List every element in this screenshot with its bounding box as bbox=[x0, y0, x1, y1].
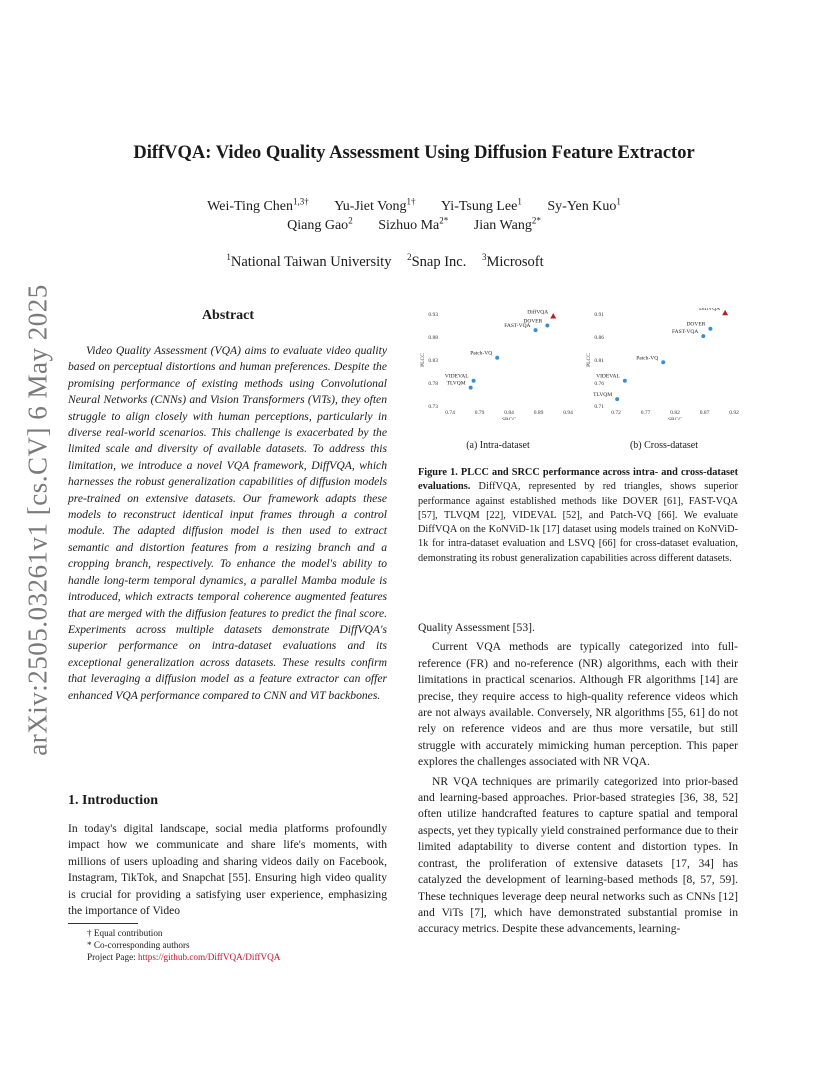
affiliation-3: $^3$Microsoft bbox=[481, 252, 544, 270]
author-5: Qiang Gao$^2$ bbox=[287, 215, 353, 233]
abstract-heading: Abstract bbox=[201, 308, 255, 323]
right-column-text bbox=[418, 620, 738, 938]
x-tick-label: 0.74 bbox=[445, 410, 455, 416]
figure-label-intra: (a) Intra-dataset bbox=[466, 440, 530, 451]
point-label: FAST-VQA bbox=[672, 329, 699, 336]
y-axis-label: PLCC bbox=[586, 353, 592, 367]
y-tick-label: 0.83 bbox=[428, 358, 438, 364]
project-page-link[interactable]: https://github.com/DiffVQA/DiffVQA bbox=[138, 952, 281, 963]
x-axis-label: SRCC bbox=[667, 417, 683, 420]
point-label: DiffVQA bbox=[699, 308, 721, 313]
paragraph-continuation: Quality Assessment [53]. bbox=[418, 621, 535, 634]
author-6: Sizhuo $Ma^{2*}$ bbox=[378, 215, 449, 233]
point-label: Patch-VQ bbox=[470, 350, 493, 357]
x-tick-label: 0.94 bbox=[563, 410, 573, 416]
y-tick-label: 0.93 bbox=[428, 312, 438, 318]
paper-title: DiffVQA: Video Quality Assessment Using Diffusion Feature Extractor bbox=[133, 143, 695, 163]
y-tick-label: 0.86 bbox=[594, 335, 604, 341]
author-7: Jian Wang$^{2*}$ bbox=[473, 215, 541, 233]
point-diffvqa bbox=[722, 310, 728, 315]
y-tick-label: 0.71 bbox=[594, 404, 604, 410]
point-label: VIDEVAL bbox=[444, 373, 469, 380]
point-diffvqa bbox=[550, 313, 556, 318]
authors-line-1 bbox=[0, 196, 828, 215]
x-tick-label: 0.79 bbox=[474, 410, 485, 416]
point-label: DOVER bbox=[686, 321, 706, 328]
figure-intra-dataset bbox=[418, 308, 578, 432]
authors-line-2 bbox=[0, 215, 828, 234]
footnote-divider bbox=[68, 923, 138, 924]
arxiv-identifier: arXiv:2505.03261v1 [cs.CV] 6 May 2025 bbox=[22, 284, 53, 756]
y-axis-label: PLCC bbox=[420, 353, 426, 367]
affiliation-1: $^1$National Taiwan University bbox=[226, 252, 392, 270]
x-tick-label: 0.92 bbox=[729, 410, 739, 416]
point-dover bbox=[708, 327, 712, 331]
intra-dataset-scatter-plot bbox=[418, 308, 578, 420]
point-patch-vq bbox=[495, 356, 499, 360]
footnote-project-page bbox=[87, 951, 280, 963]
point-label: TLVQM bbox=[446, 380, 466, 387]
point-label: DiffVQA bbox=[527, 309, 549, 316]
y-tick-label: 0.91 bbox=[594, 312, 604, 318]
footnote-corresponding: * Co-corresponding authors bbox=[87, 940, 190, 951]
paragraph-vqa-methods: Current VQA methods are typically categorized into full-reference (FR) and no-reference (NR) algorithms, each with their limitations in practical scenarios. Although FR algorithms [14] are precise, they require access to high-quality reference videos which are not always available. Conversely, NR algorithms [55, 61] do not rely on reference videos and are thus more versatile, but still struggle with accurately mimicking human perception. This paper explores the challenges associated with NR VQA. bbox=[418, 640, 738, 769]
point-videval bbox=[472, 379, 476, 383]
point-fast-vqa bbox=[534, 328, 538, 332]
x-tick-label: 0.82 bbox=[670, 410, 680, 416]
point-tlvqm bbox=[469, 386, 473, 390]
point-label: FAST-VQA bbox=[504, 323, 531, 330]
point-patch-vq bbox=[661, 360, 665, 364]
x-axis-label: SRCC bbox=[501, 417, 517, 420]
point-label: Patch-VQ bbox=[636, 355, 659, 362]
point-label: VIDEVAL bbox=[596, 373, 620, 380]
author-2: Yu-Jiet Vong$^{1\dagger}$ bbox=[334, 196, 416, 214]
y-tick-label: 0.76 bbox=[594, 381, 604, 387]
introduction-paragraph: In today's digital landscape, social media platforms profoundly impact how we communicate and share life's moments, with millions of users uploading and sharing videos daily on Facebook, Instagram, TikTok, and Snapchat [55]. Ensuring high video quality is crucial for providing a satisfying user experience, emphasizing the importance of Video bbox=[68, 822, 387, 918]
figure-caption bbox=[418, 466, 738, 566]
footnotes bbox=[87, 927, 280, 964]
y-tick-label: 0.81 bbox=[594, 358, 604, 364]
point-fast-vqa bbox=[701, 334, 705, 338]
cross-dataset-scatter-plot bbox=[584, 308, 744, 420]
abstract-body: Video Quality Assessment (VQA) aims to evaluate video quality based on perceptual distortions and human preferences. Despite the promising performance of existing methods using Convolutional Neural Networks (CNNs) and Vision Transformers (ViTs), they often struggle to align closely with human perceptions, particularly in diverse real-world scenarios. This challenge is exacerbated by the limited scale and diversity of available datasets. To address this limitation, we introduce a novel VQA framework, DiffVQA, which harnesses the robust generalization capabilities of diffusion models pre-trained on extensive datasets. Our framework adapts these models to reconstruct identical input frames through a control module. The adapted diffusion model is then used to extract semantic and distortion features from a resizing branch and a cropping branch, respectively. To enhance the model's ability to handle long-term temporal dynamics, a parallel Mamba module is introduced, which extracts temporal coherence augmented features that are merged with the diffusion features to predict the final score. Experiments across multiple datasets demonstrate DiffVQA's superior performance on intra-dataset evaluations and its exceptional generalization across datasets. These results confirm that leveraging a diffusion model as a feature extractor can offer enhanced VQA performance compared to CNN and ViT backbones. bbox=[68, 344, 387, 702]
footnote-equal-contribution: † Equal contribution bbox=[87, 928, 163, 938]
caption-body: DiffVQA, represented by red triangles, shows superior performance against established methods like DOVER [61], FAST-VQA [57], TLVQM [22], VIDEVAL [52], and Patch-VQ [66]. We evaluate DiffVQA on the KoNViD-1k [17] dataset using models trained on KoNViD-1k for intra-dataset evaluation and LSVQ [66] for cross-dataset evaluation, demonstrating its robust generalization capabilities across different datasets. bbox=[418, 481, 738, 564]
author-4: Sy-Yen Kuo$^1$ bbox=[547, 196, 621, 214]
x-tick-label: 0.87 bbox=[699, 410, 710, 416]
affiliation-2: $^2$Snap Inc. bbox=[407, 252, 467, 270]
point-videval bbox=[623, 379, 627, 383]
affiliations bbox=[0, 252, 770, 271]
x-tick-label: 0.84 bbox=[504, 410, 514, 416]
figure-label-cross: (b) Cross-dataset bbox=[629, 440, 699, 451]
point-label: DOVER bbox=[523, 318, 543, 325]
x-tick-label: 0.72 bbox=[611, 410, 621, 416]
x-tick-label: 0.89 bbox=[533, 410, 544, 416]
y-tick-label: 0.73 bbox=[428, 404, 438, 410]
y-tick-label: 0.88 bbox=[428, 335, 438, 341]
point-tlvqm bbox=[615, 397, 619, 401]
caption-lead: Figure 1. PLCC and SRCC performance across intra- and cross-dataset evaluations. bbox=[418, 467, 738, 493]
author-1: Wei-Ting Chen$^{1,3\dagger}$ bbox=[207, 196, 309, 214]
x-tick-label: 0.77 bbox=[640, 410, 651, 416]
y-tick-label: 0.78 bbox=[428, 381, 438, 387]
section-heading-introduction: 1. Introduction bbox=[68, 793, 158, 808]
point-dover bbox=[545, 324, 549, 328]
author-3: Yi-Tsung Lee$^1$ bbox=[440, 196, 522, 214]
point-label: TLVQM bbox=[593, 392, 613, 399]
project-page-label: Project Page: bbox=[87, 952, 139, 963]
paragraph-nr-vqa: NR VQA techniques are primarily categorized into prior-based and learning-based approaches. Prior-based strategies [36, 38, 52] often utilize handcrafted features to capture spatial and temporal aspects, yet they typically yield constrained performance due to their limited adaptability to diverse content and distortion types. In contrast, the proliferation of extensive datasets [17, 34] has catalyzed the development of learning-based methods [8, 57, 59]. These techniques leverage deep neural networks such as CNNs [12] and ViTs [7], which have demonstrated substantial promise in accuracy metrics. Despite these advancements, learning- bbox=[418, 774, 738, 936]
figure-cross-dataset bbox=[584, 308, 744, 432]
